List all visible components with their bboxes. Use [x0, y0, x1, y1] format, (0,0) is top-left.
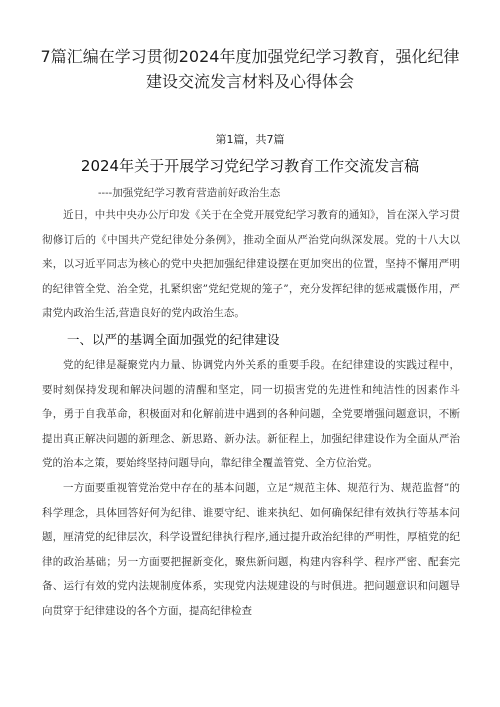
article-body	[42, 203, 460, 624]
section-heading: 一、以严的基调全面加强党的纪律建设	[67, 331, 280, 347]
paragraph: 党的纪律是凝聚党内力量、协调党内外关系的重要手段。在纪律建设的实践过程中，要时刻保持发现和解决问题的清醒和坚定，同一切损害党的先进性和纯洁性的因素作斗争，勇于自我革命，积极面对和化解前进中遇到的各种问题，全党要增强问题意识，不断提出真正解决问题的新理念、新思路、新办法。新征程上，加强纪律建设作为全面从严治党的治本之策，要始终坚持问题导向，靠纪律全覆盖管党、全方位治党。	[42, 358, 460, 470]
paragraph-intro: 近日，中共中央办公厅印发《关于在全党开展党纪学习教育的通知》，旨在深入学习贯彻修订后的《中国共产党纪律处分条例》，推动全面从严治党向纵深发展。党的十八大以来，以习近平同志为核心的党中央把加强纪律建设摆在更加突出的位置，坚持不懈用严明的纪律管全党、治全党，扎紧织密”党纪党规的笼子”，充分发挥纪律的惩戒震慑作用，严肃党内政治生活,营造良好的党内政治生态。	[42, 209, 460, 320]
article-title: 2024年关于开展学习党纪学习教育工作交流发言稿	[80, 157, 420, 175]
paragraph: 一方面要重视管党治党中存在的基本问题，立足“规范主体、规范行为、规范监督”的科学理念，具体回答好何为纪律、谁要守纪、谁来执纪、如何确保纪律有效执行等基本问题，厘清党的纪律层次，科学设置纪律执行程序,通过提升政治纪律的严明性，厚植党的纪律的政治基础；另一方面要把握新变化，聚焦新问题，构建内容科学、程序严密、配套完备、运行有效的党内法规制度体系，实现党内法规建设的与时俱进。把问题意识和问题导向贯穿于纪律建设的各个方面，提高纪律检查	[42, 481, 460, 617]
part-indicator: 第1篇，共7篇	[215, 133, 285, 146]
page-title: 7篇汇编在学习贯彻2024年度加强党纪学习教育，强化纪律建设交流发言材料及心得体会	[40, 47, 460, 91]
article-subtitle: ----加强党纪学习教育营造前好政治生态	[98, 187, 281, 199]
